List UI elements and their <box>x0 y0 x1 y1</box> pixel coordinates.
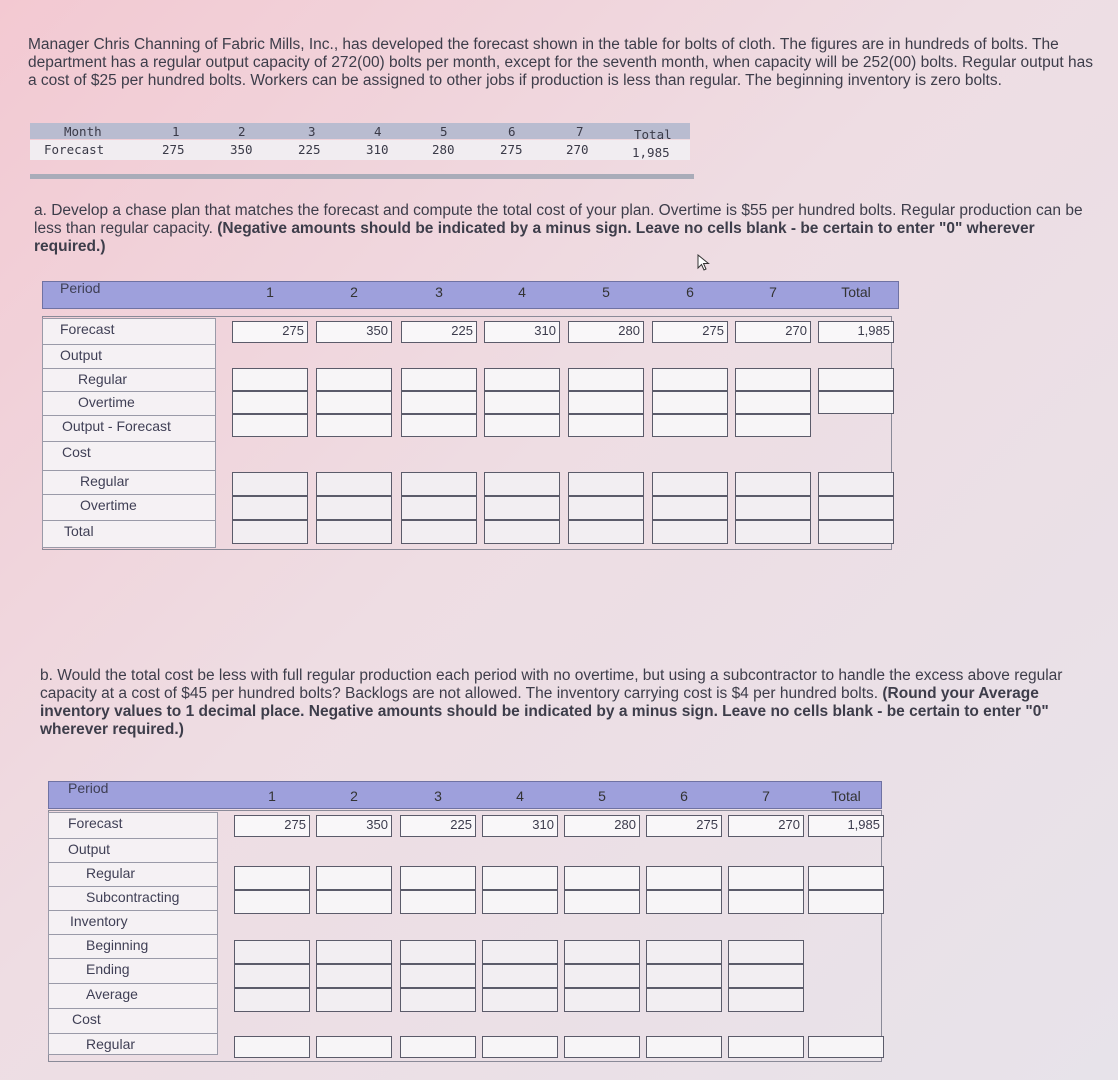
forecast-table <box>30 123 690 179</box>
forecast-value: 350 <box>316 815 392 837</box>
overtime-output-input[interactable] <box>735 391 811 414</box>
average-inventory-input[interactable] <box>564 988 640 1012</box>
overtime-cost-input[interactable] <box>818 496 894 520</box>
period-column-header: 7 <box>769 284 777 300</box>
overtime-cost-input[interactable] <box>316 496 392 520</box>
row-label: Overtime <box>80 497 137 513</box>
overtime-output-input[interactable] <box>568 391 644 414</box>
mouse-cursor-icon <box>697 254 711 272</box>
forecast-table-row <box>30 140 690 160</box>
regular-cost-input[interactable] <box>564 1036 640 1058</box>
average-inventory-input[interactable] <box>234 988 310 1012</box>
forecast-value: 310 <box>484 321 560 343</box>
regular-cost-input[interactable] <box>646 1036 722 1058</box>
beginning-inventory-input[interactable] <box>234 940 310 964</box>
ending-inventory-input[interactable] <box>316 964 392 988</box>
beginning-inventory-input[interactable] <box>728 940 804 964</box>
period-column-header: 6 <box>680 788 688 804</box>
regular-output-input[interactable] <box>564 866 640 890</box>
regular-output-input[interactable] <box>401 368 477 391</box>
forecast-value: 310 <box>482 815 558 837</box>
overtime-cost-input[interactable] <box>568 496 644 520</box>
total-cost-input[interactable] <box>316 520 392 544</box>
overtime-output-input[interactable] <box>401 391 477 414</box>
forecast-value: 1,985 <box>818 321 894 343</box>
ending-inventory-input[interactable] <box>646 964 722 988</box>
overtime-cost-input[interactable] <box>401 496 477 520</box>
overtime-cost-input[interactable] <box>484 496 560 520</box>
period-column-header: 2 <box>350 788 358 804</box>
overtime-cost-input[interactable] <box>735 496 811 520</box>
period-column-header: 1 <box>268 788 276 804</box>
regular-cost-input[interactable] <box>234 1036 310 1058</box>
period-column-header: 6 <box>686 284 694 300</box>
forecast-value: 1,985 <box>808 815 884 837</box>
ending-inventory-input[interactable] <box>234 964 310 988</box>
regular-output-input[interactable] <box>316 368 392 391</box>
regular-cost-input[interactable] <box>818 472 894 496</box>
total-cost-input[interactable] <box>232 520 308 544</box>
overtime-output-input[interactable] <box>316 391 392 414</box>
total-cost-input[interactable] <box>818 520 894 544</box>
average-inventory-input[interactable] <box>646 988 722 1012</box>
output-minus-forecast-input[interactable] <box>652 414 728 437</box>
beginning-inventory-input[interactable] <box>316 940 392 964</box>
regular-cost-input[interactable] <box>232 472 308 496</box>
regular-cost-input[interactable] <box>728 1036 804 1058</box>
part-a-question <box>34 202 1090 256</box>
forecast-value: 350 <box>316 321 392 343</box>
month-4: 4 <box>374 124 382 139</box>
period-column-header: 3 <box>435 284 443 300</box>
row-label: Cost <box>62 444 91 460</box>
row-label: Ending <box>86 961 130 977</box>
month-1: 1 <box>172 124 180 139</box>
ending-inventory-input[interactable] <box>564 964 640 988</box>
period-label: Period <box>60 280 101 296</box>
row-label: Regular <box>80 473 130 489</box>
forecast-value: 280 <box>432 142 455 157</box>
total-cost-input[interactable] <box>484 520 560 544</box>
regular-output-input[interactable] <box>728 866 804 890</box>
row-label-cell <box>42 368 216 393</box>
average-inventory-input[interactable] <box>728 988 804 1012</box>
overtime-cost-input[interactable] <box>232 496 308 520</box>
month-3: 3 <box>308 124 316 139</box>
forecast-value: 225 <box>401 321 477 343</box>
subcontracting-input[interactable] <box>808 890 884 914</box>
month-total: Total <box>634 127 672 142</box>
overtime-output-input[interactable] <box>484 391 560 414</box>
regular-cost-input[interactable] <box>808 1036 884 1058</box>
subcontracting-input[interactable] <box>400 890 476 914</box>
regular-cost-input[interactable] <box>316 1036 392 1058</box>
row-label: Overtime <box>78 394 135 410</box>
row-label: Average <box>86 986 138 1002</box>
period-column-header: 4 <box>516 788 524 804</box>
month-2: 2 <box>238 124 246 139</box>
row-label: Regular <box>86 1036 136 1052</box>
regular-cost-input[interactable] <box>401 472 477 496</box>
total-cost-input[interactable] <box>652 520 728 544</box>
month-6: 6 <box>508 124 516 139</box>
row-label: Output - Forecast <box>62 418 171 434</box>
subcontracting-input[interactable] <box>482 890 558 914</box>
part-a-text: a. Develop a chase plan that matches the forecast and compute the total cost of your plan. Overtime is $55 per hundred bolts. Regular production can be less than regular capacity. <box>34 202 1083 237</box>
output-minus-forecast-input[interactable] <box>484 414 560 437</box>
overtime-output-input[interactable] <box>652 391 728 414</box>
period-column-header: 1 <box>266 284 274 300</box>
overtime-output-input[interactable] <box>818 391 894 414</box>
subcontracting-input[interactable] <box>234 890 310 914</box>
subcontracting-input[interactable] <box>564 890 640 914</box>
forecast-value: 275 <box>232 321 308 343</box>
regular-output-input[interactable] <box>568 368 644 391</box>
period-column-header: 3 <box>434 788 442 804</box>
output-minus-forecast-input[interactable] <box>735 414 811 437</box>
forecast-value: 275 <box>652 321 728 343</box>
regular-output-input[interactable] <box>484 368 560 391</box>
period-column-header: 2 <box>350 284 358 300</box>
period-label: Period <box>68 780 109 796</box>
forecast-value: 225 <box>400 815 476 837</box>
regular-cost-input[interactable] <box>482 1036 558 1058</box>
row-label: Forecast <box>68 815 123 831</box>
overtime-cost-input[interactable] <box>652 496 728 520</box>
row-label: Regular <box>78 371 128 387</box>
regular-cost-input[interactable] <box>316 472 392 496</box>
part-b-instructions: (Round your Average inventory values to 1 decimal place. Negative amounts should be indicated by a minus sign. Leave no cells blank - be certain to enter "0" wherever required.) <box>40 685 1049 738</box>
beginning-inventory-input[interactable] <box>482 940 558 964</box>
row-label: Output <box>60 347 103 363</box>
forecast-value: 275 <box>234 815 310 837</box>
regular-cost-input[interactable] <box>400 1036 476 1058</box>
regular-output-input[interactable] <box>646 866 722 890</box>
part-b-text: b. Would the total cost be less with full regular production each period with no overtime, but using a subcontractor to handle the excess above regular capacity at a cost of $45 per hundred bolts? Backlogs are not allowed. The inventory carrying cost is $4 per hundred bolts. <box>40 667 1063 702</box>
period-column-header: 4 <box>518 284 526 300</box>
output-minus-forecast-input[interactable] <box>401 414 477 437</box>
period-column-header: 5 <box>602 284 610 300</box>
total-cost-input[interactable] <box>735 520 811 544</box>
period-column-header: Total <box>831 788 861 804</box>
forecast-value: 275 <box>500 142 523 157</box>
row-label: Forecast <box>60 321 115 337</box>
regular-output-input[interactable] <box>400 866 476 890</box>
total-cost-input[interactable] <box>401 520 477 544</box>
average-inventory-input[interactable] <box>482 988 558 1012</box>
row-label: Inventory <box>70 913 128 929</box>
period-column-header: 5 <box>598 788 606 804</box>
beginning-inventory-input[interactable] <box>564 940 640 964</box>
regular-output-input[interactable] <box>652 368 728 391</box>
subcontracting-input[interactable] <box>646 890 722 914</box>
average-inventory-input[interactable] <box>316 988 392 1012</box>
month-5: 5 <box>440 124 448 139</box>
row-label: Regular <box>86 865 136 881</box>
forecast-value: 270 <box>728 815 804 837</box>
forecast-value: 275 <box>646 815 722 837</box>
forecast-table-header <box>30 123 690 139</box>
forecast-label: Forecast <box>44 142 105 157</box>
subcontracting-input[interactable] <box>728 890 804 914</box>
regular-output-input[interactable] <box>482 866 558 890</box>
period-column-header: 7 <box>762 788 770 804</box>
month-label: Month <box>64 124 102 139</box>
regular-output-input[interactable] <box>234 866 310 890</box>
problem-intro: Manager Chris Channing of Fabric Mills, Inc., has developed the forecast shown in the table for bolts of cloth. The figures are in hundreds of bolts. The department has a regular output capacity of 272(00) bolts per month, except for the seventh month, when capacity will be 252(00) bolts. Regular output has a cost of $25 per hundred bolts. Workers can be assigned to other jobs if production is less than regular. The beginning inventory is zero bolts. <box>28 36 1093 89</box>
average-inventory-input[interactable] <box>400 988 476 1012</box>
row-label: Output <box>68 841 111 857</box>
output-minus-forecast-input[interactable] <box>568 414 644 437</box>
ending-inventory-input[interactable] <box>400 964 476 988</box>
beginning-inventory-input[interactable] <box>646 940 722 964</box>
regular-output-input[interactable] <box>808 866 884 890</box>
total-cost-input[interactable] <box>568 520 644 544</box>
ending-inventory-input[interactable] <box>728 964 804 988</box>
forecast-value: 310 <box>366 142 389 157</box>
forecast-value: 275 <box>162 142 185 157</box>
forecast-value: 350 <box>230 142 253 157</box>
regular-output-input[interactable] <box>316 866 392 890</box>
row-label: Total <box>64 523 94 539</box>
regular-output-input[interactable] <box>818 368 894 391</box>
regular-output-input[interactable] <box>735 368 811 391</box>
beginning-inventory-input[interactable] <box>400 940 476 964</box>
forecast-value: 270 <box>566 142 589 157</box>
forecast-value: 280 <box>564 815 640 837</box>
forecast-table-divider <box>30 174 694 179</box>
regular-cost-input[interactable] <box>484 472 560 496</box>
forecast-total: 1,985 <box>632 145 670 160</box>
forecast-value: 270 <box>735 321 811 343</box>
row-label: Beginning <box>86 937 149 953</box>
row-label: Cost <box>72 1011 101 1027</box>
output-minus-forecast-input[interactable] <box>316 414 392 437</box>
subcontracting-input[interactable] <box>316 890 392 914</box>
regular-cost-input[interactable] <box>568 472 644 496</box>
regular-cost-input[interactable] <box>652 472 728 496</box>
forecast-value: 280 <box>568 321 644 343</box>
ending-inventory-input[interactable] <box>482 964 558 988</box>
row-label-cell <box>48 958 218 985</box>
period-column-header: Total <box>841 284 871 300</box>
output-minus-forecast-input[interactable] <box>232 414 308 437</box>
regular-output-input[interactable] <box>232 368 308 391</box>
row-label: Subcontracting <box>86 889 180 905</box>
part-b-question <box>40 667 1090 739</box>
month-7: 7 <box>576 124 584 139</box>
overtime-output-input[interactable] <box>232 391 308 414</box>
regular-cost-input[interactable] <box>735 472 811 496</box>
forecast-value: 225 <box>298 142 321 157</box>
part-a-instructions: (Negative amounts should be indicated by a minus sign. Leave no cells blank - be certain to enter "0" wherever required.) <box>34 220 1035 255</box>
